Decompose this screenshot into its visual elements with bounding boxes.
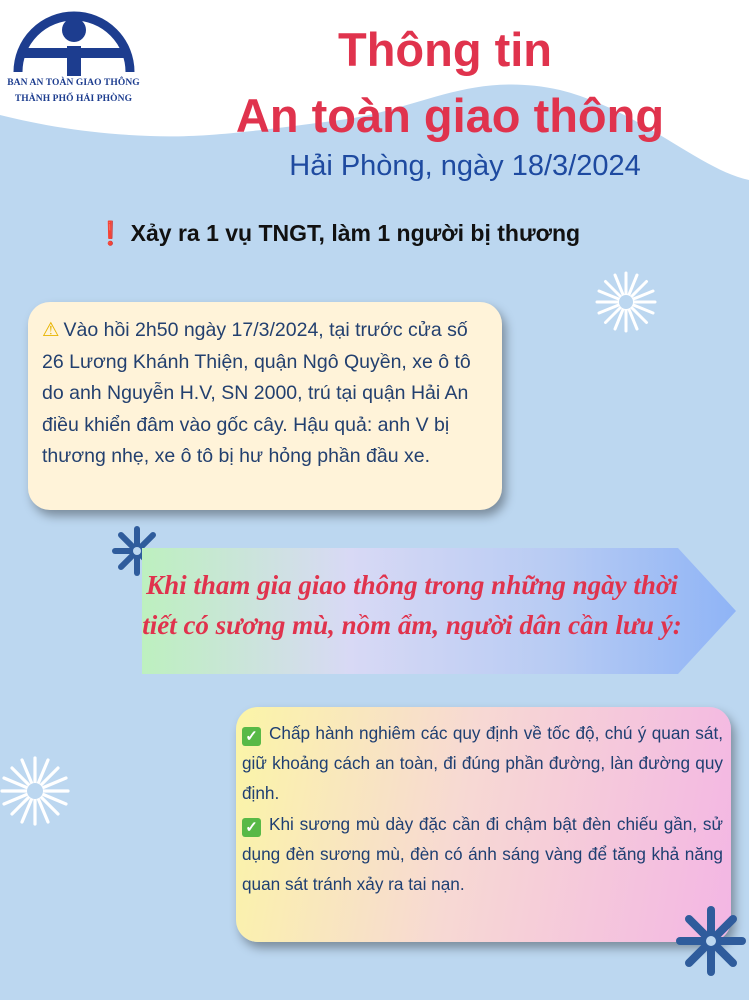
incident-card bbox=[28, 302, 502, 510]
organization-logo bbox=[6, 6, 140, 116]
logo-line-1: BAN AN TOÀN GIAO THÔNG bbox=[7, 78, 140, 88]
sparkle-burst-icon bbox=[0, 756, 70, 826]
check-mark-icon: ✓ bbox=[242, 818, 261, 837]
advice-item-1-text: Chấp hành nghiêm các quy định về tốc độ, chú ý quan sát, giữ khoảng cách an toàn, đi đúng phần đường, làn đường quy định. bbox=[242, 723, 723, 804]
exclamation-mark-icon: ❗ bbox=[96, 220, 125, 246]
date-subtitle: Hải Phòng, ngày 18/3/2024 bbox=[289, 150, 641, 182]
advice-banner bbox=[142, 548, 736, 674]
check-mark-icon: ✓ bbox=[242, 727, 261, 746]
logo-line-2: THÀNH PHỐ HẢI PHÒNG bbox=[14, 94, 133, 104]
incident-headline bbox=[96, 220, 676, 247]
advice-item-1 bbox=[242, 718, 723, 809]
banner-line-2: tiết có sương mù, nồm ẩm, người dân cần lưu ý: bbox=[142, 610, 682, 640]
advice-card bbox=[236, 707, 731, 942]
advice-item-2-text: Khi sương mù dày đặc cần đi chậm bật đèn chiếu gần, sử dụng đèn sương mù, đèn có ánh sáng vàng để tăng khả năng quan sát tránh xảy ra tai nạn. bbox=[242, 813, 723, 895]
banner-line-1: Khi tham gia giao thông trong những ngày thời bbox=[146, 570, 678, 600]
traffic-safety-emblem-icon bbox=[12, 6, 136, 78]
page-title-line-2: An toàn giao thông bbox=[235, 89, 665, 142]
warning-icon: ⚠ bbox=[42, 319, 60, 341]
advice-item-2 bbox=[242, 809, 723, 900]
asterisk-icon bbox=[676, 906, 746, 976]
sparkle-burst-icon bbox=[594, 270, 658, 334]
page-title-line-1: Thông tin bbox=[337, 23, 553, 76]
headline-text: Xảy ra 1 vụ TNGT, làm 1 người bị thương bbox=[130, 220, 581, 246]
incident-text: Vào hồi 2h50 ngày 17/3/2024, tại trước cửa số 26 Lương Khánh Thiện, quận Ngô Quyền, xe ô tô do anh Nguyễn H.V, SN 2000, trú tại quận Hải An điều khiển đâm vào gốc cây. Hậu quả: anh V bị thương nhẹ, xe ô tô bị hư hỏng phần đầu xe. bbox=[42, 319, 471, 467]
banner-text bbox=[142, 565, 682, 645]
